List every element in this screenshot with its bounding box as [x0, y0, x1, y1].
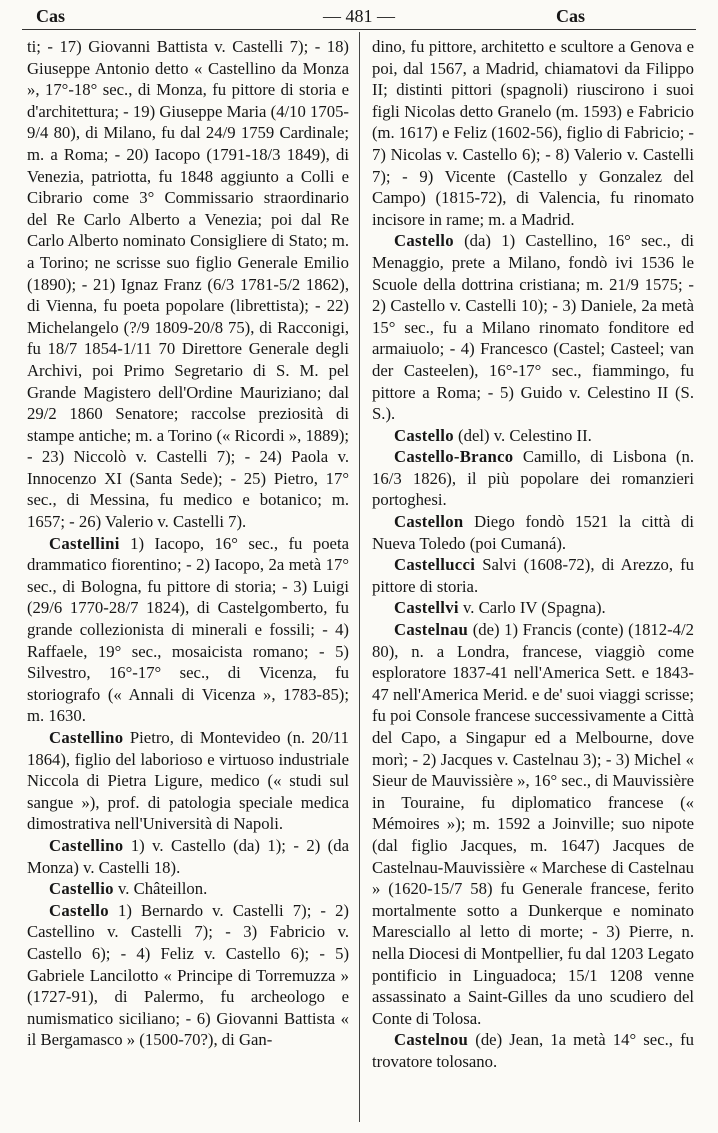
entry: [372, 619, 694, 1029]
running-header: [0, 6, 718, 30]
entry-text: 1) v. Castello (da) 1); - 2) (da Monza) v. Castelli 18).: [27, 835, 349, 877]
entry: [372, 597, 694, 619]
entry-headword: Castello: [394, 425, 454, 445]
entry: [372, 36, 694, 230]
header-rule: [22, 29, 696, 30]
entry-text: dino, fu pittore, architetto e scultore a Genova e poi, dal 1567, a Madrid, chiamatovi da Filippo II; distinti pittori (spagnoli) riuscirono i suoi figli Nicolas detto Granelo (m. 1593) e Fabricio (m. 1617) e Feliz (1602-56), figlio di Fabricio; - 7) Nicolas v. Castello 6); - 8) Valerio v. Castelli 7); - 9) Vicente (Castello y Gonzalez del Campo) (1815-72), di Valencia, fu rinomato incisore in rame; m. a Madrid.: [372, 37, 694, 229]
entry: [372, 230, 694, 424]
entry: [372, 425, 694, 447]
entry-text: Diego fondò 1521 la città di Nueva Toledo (poi Cumaná).: [372, 512, 694, 553]
header-left-keyword: Cas: [36, 6, 66, 26]
entry: [27, 878, 349, 900]
column-divider: [359, 32, 360, 1122]
left-column: [27, 36, 349, 1126]
entry-headword: Castellini: [49, 533, 120, 553]
entry-text: Camillo, di Lisbona (n. 16/3 1826), il più popolare dei romanzieri portoghesi.: [372, 447, 694, 510]
entry-headword: Castello: [394, 231, 454, 251]
entry-text: Pietro, di Montevideo (n. 20/11 1864), figlio del laborioso e virtuoso industriale Niccola di Pietra Ligure, medico (« studi sul sangue »), prof. di patologia speciale medica dimostrativa nell'Università di Napoli.: [27, 728, 349, 834]
entry-headword: Castellio: [49, 879, 114, 899]
entry: [372, 511, 694, 554]
entry: [27, 900, 349, 1051]
entry-text: (de) 1) Francis (conte) (1812-4/2 80), n. a Londra, francese, viaggiò come esploratore 1837-41 nell'America Sett. e 1843-47 nell'America Merid. e de' suoi viaggi scrisse; fu poi Console francese successivamente a Città del Capo, a Singapur ed a Melbourne, dove morì; - 2) Jacques v. Castelnau 3); - 3) Michel « Sieur de Mauvissière », 16° sec., di Mauvissière in Touraine, fu diplomatico francese (« Mémoires »); m. 1592 a Joinville; suo nipote (dal figlio Jacques, m. 1647) Jacques de Castelnau-Mauvissière « Marchese di Castelnau » (1620-15/7 58) fu Generale francese, ferito mortalmente sotto a Dunkerque e nominato Maresciallo al letto di morte; - 3) Pierre, n. nella Diocesi di Montpellier, fu dal 1203 Legato pontificio in Linguadoca; 15/1 1208 venne assassinato a Saint-Gilles da uno scudiero del Conte di Tolosa.: [372, 620, 694, 1028]
entry-headword: Castellucci: [394, 555, 476, 575]
entry-headword: Castellino: [49, 835, 124, 855]
page-number: — 481 —: [323, 6, 395, 26]
entry-text: (da) 1) Castellino, 16° sec., di Menaggio, prete a Milano, fondò ivi 1536 le Scuole della dottrina cristiana; m. 21/9 1575; - 2) Castello v. Castelli 10); - 3) Daniele, 2a metà 15° sec., fu a Milano rinomato fonditore ed armaiuolo; - 4) Francesco (Castel; Casteel; van der Casteelen), 16°-17° sec., fiammingo, fu pittore a Roma; - 5) Guido v. Celestino II (S. S.).: [372, 231, 694, 424]
entry-headword: Castelnou: [394, 1030, 469, 1050]
entry-text: v. Carlo IV (Spagna).: [458, 598, 606, 618]
entry: [27, 533, 349, 727]
entry-headword: Castellino: [49, 728, 124, 747]
entry: [372, 554, 694, 597]
entry: [27, 36, 349, 533]
entry-headword: Castelnau: [394, 620, 469, 640]
entry-text: Salvi (1608-72), di Arezzo, fu pittore di storia.: [372, 555, 694, 596]
entry: [372, 1029, 694, 1072]
entry: [372, 446, 694, 511]
header-right-keyword: Cas: [556, 6, 586, 26]
entry-text: 1) Bernardo v. Castelli 7); - 2) Castellino v. Castelli 7); - 3) Fabricio v. Castello 6); - 4) Feliz v. Castello 6); - 5) Gabriele Lancilotto « Principe di Torremuzza » (1727-91), di Palermo, fu archeologo e numismatico siciliano; - 6) Giovanni Battista « il Bergamasco » (1500-70?), di Gan-: [27, 900, 349, 1050]
entry-headword: Castellvi: [394, 598, 459, 618]
entry: [27, 835, 349, 878]
entry-headword: Castello: [49, 900, 109, 920]
entry: [27, 727, 349, 835]
entry-headword: Castello-Branco: [394, 447, 514, 467]
entry-text: (del) v. Celestino II.: [453, 425, 592, 445]
entry-text: v. Châteillon.: [113, 879, 208, 899]
entry-text: (de) Jean, 1a metà 14° sec., fu trovatore tolosano.: [372, 1030, 694, 1071]
right-column: [372, 36, 694, 1126]
entry-text: 1) Iacopo, 16° sec., fu poeta drammatico fiorentino; - 2) Iacopo, 2a metà 17° sec., di Bologna, fu pittore di storia; - 3) Luigi (29/6 1770-28/7 1824), di Castelgomberto, fu grande collezionista di minerali e fossili; - 4) Raffaele, 19° sec., mosaicista romano; - 5) Silvestro, 16°-17° sec., di Vicenza, fu storiografo (« Annali di Vicenza », 1783-85); m. 1630.: [27, 533, 349, 726]
entry-text: ti; - 17) Giovanni Battista v. Castelli 7); - 18) Giuseppe Antonio detto « Castellino da Monza », 17°-18° sec., di Monza, fu pittore di storia e d'architettura; - 19) Giuseppe Maria (4/10 1705-9/4 80), di Milano, fu dal 24/9 1759 Cardinale; m. a Roma; - 20) Iacopo (1791-18/3 1849), di Venezia, patriotta, fu 1848 aggiunto a Colli e Cibrario come 3° Commissario straordinario del Re Carlo Alberto a Venezia; poi dal Re Carlo Alberto nominato Consigliere di Stato; m. a Torino; ne scrisse suo figlio Generale Emilio (1890); - 21) Ignaz Franz (6/3 1781-5/2 1862), di Vienna, fu poeta popolare (librettista); - 22) Michelangelo (?/9 1809-20/8 75), di Racconigi, fu 18/7 1854-1/11 70 Direttore Generale degli Archivi, poi Primo Segretario di S. M. pel Grande Magistero dell'Ordine Mauriziano; dal 29/2 1860 Senatore; raccolse preziosità di stampe antiche; m. a Torino (« Ricordi », 1889); - 23) Niccolò v. Castelli 7); - 24) Paola v. Innocenzo XI (Santa Sede); - 25) Pietro, 17° sec., di Messina, fu medico e botanico; m. 1657; - 26) Valerio v. Castelli 7).: [27, 37, 349, 532]
entry-headword: Castellon: [394, 512, 464, 532]
